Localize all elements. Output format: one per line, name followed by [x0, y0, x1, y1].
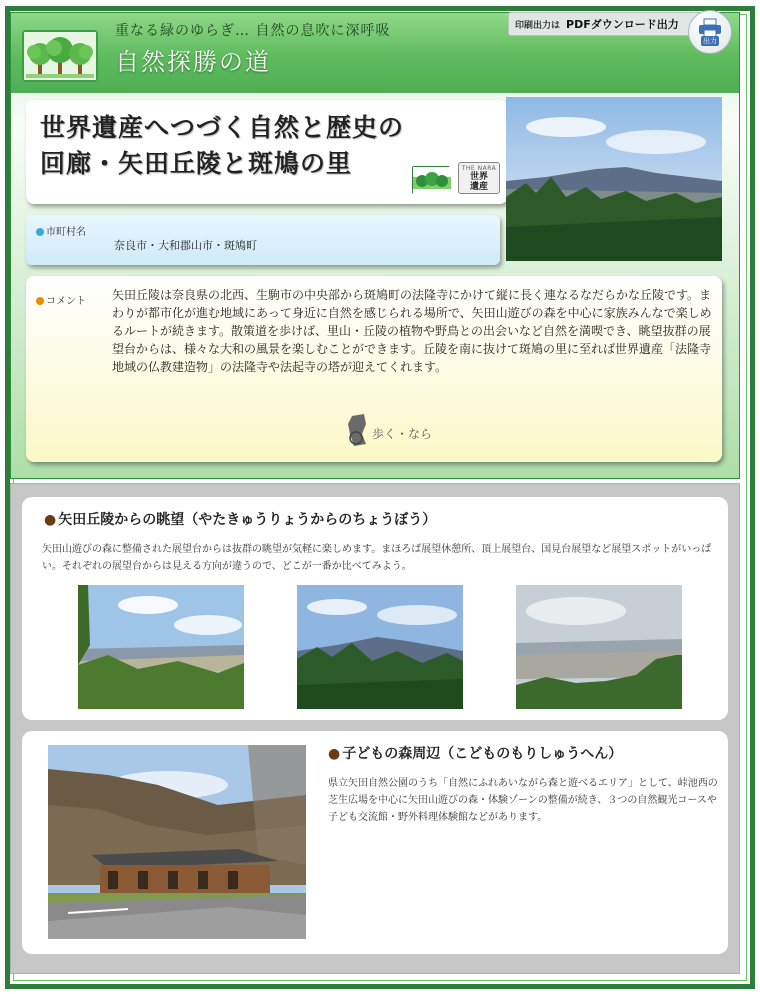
comment-label: コメント [46, 296, 86, 307]
pdf-download-bar[interactable] [508, 12, 704, 36]
section1-text: 矢田山遊びの森に整備された展望台からは抜群の眺望が気軽に楽しめます。まほろば展望休憩所、頂上展望台、国見台展望など展望スポットがいっぱい。それぞれの展望台からは見える方向が違うので、どこが一番か比べてみよう。 [42, 544, 712, 572]
blue-dot-icon [36, 228, 44, 236]
section2-title-wrap [328, 743, 622, 763]
view-photo-3 [516, 585, 682, 709]
building-image [48, 745, 306, 939]
view-photo-2 [297, 585, 463, 709]
world-heritage-badge [458, 162, 500, 194]
landscape-image-1 [78, 585, 244, 709]
comment-text: 矢田丘陵は奈良県の北西、生駒市の中央部から斑鳩町の法隆寺にかけて縦に長く連なるなだらかな丘陵です。まわりが都市化が進む地域にあって身近に自然を感じられる場所で、矢田山遊びの森を中心に家族みんなで楽しめるルートが続きます。散策道を歩けば、里山・丘陵の植物や野鳥との出会いなど自然を満喫でき、眺望抜群の展望台からは、様々な大和の風景を楽しむことができます。丘陵を南に抜けて斑鳩の里に至れば世界遺産「法隆寺地域の仏教建造物」の法隆寺や法起寺の塔が迎えてくれます。 [112, 288, 712, 374]
header-tagline: 重なる緑のゆらぎ… 自然の息吹に深呼吸 [115, 23, 391, 39]
section2-title: 子どもの森周辺（こどものもりしゅうへん） [342, 746, 623, 762]
aruku-nara-logo-icon [344, 410, 433, 450]
heritage-badge-en: THE NARA [461, 164, 497, 172]
forest-badge-icon [413, 167, 451, 195]
title-line-1: 世界遺産へつづく自然と歴史の [40, 113, 405, 142]
orange-dot-icon [36, 297, 44, 305]
municipality-label: 市町村名 [46, 227, 86, 238]
municipality-value: 奈良市・大和郡山市・斑鳩町 [114, 239, 257, 252]
nature-badge [412, 166, 450, 194]
aruku-logo-text: 歩く・なら [372, 427, 433, 441]
section2-text: 県立矢田自然公園のうち「自然にふれあいながら森と遊べるエリア」として、峠池西の芝生広場を中心に矢田山遊びの森・体験ゾーンの整備が続き、３つの自然観光コースや子ども交流館・野外料理体験館などがあります。 [328, 778, 718, 823]
title-card [26, 100, 508, 204]
aruku-nara-logo [344, 410, 433, 450]
title-line-2: 回廊・矢田丘陵と斑鳩の里 [40, 149, 353, 178]
view-photo-1 [78, 585, 244, 709]
section1-title: 矢田丘陵からの眺望（やたきゅうりょうからのちょうぼう） [58, 512, 437, 528]
section-view-from-yada [22, 497, 728, 720]
mountain-view-image [506, 97, 722, 261]
comment-label-wrap [36, 292, 86, 307]
section1-title-wrap [44, 509, 436, 529]
landscape-image-3 [516, 585, 682, 709]
section2-bullet-icon: ● [328, 746, 341, 762]
municipality-card [26, 215, 500, 265]
print-button[interactable] [688, 10, 732, 54]
section1-bullet-icon: ● [44, 512, 57, 528]
site-brand: 自然探勝の道 [115, 48, 271, 76]
landscape-image-2 [297, 585, 463, 709]
printer-icon [698, 18, 722, 38]
pdf-download-link[interactable]: PDFダウンロード出力 [566, 18, 679, 31]
heritage-badge-jp-2: 遺産 [469, 181, 488, 192]
comment-card [26, 276, 722, 462]
tree-logo [22, 30, 98, 82]
municipality-label-wrap [36, 223, 86, 238]
hero-photo [506, 97, 722, 261]
heritage-badge-jp-1: 世界 [469, 171, 488, 182]
print-label-small: 印刷出力は [515, 20, 561, 31]
kodomo-photo [48, 745, 306, 939]
section-kodomo-no-mori [22, 731, 728, 954]
tree-icon [24, 32, 96, 80]
print-button-caption: 出力 [703, 37, 717, 45]
